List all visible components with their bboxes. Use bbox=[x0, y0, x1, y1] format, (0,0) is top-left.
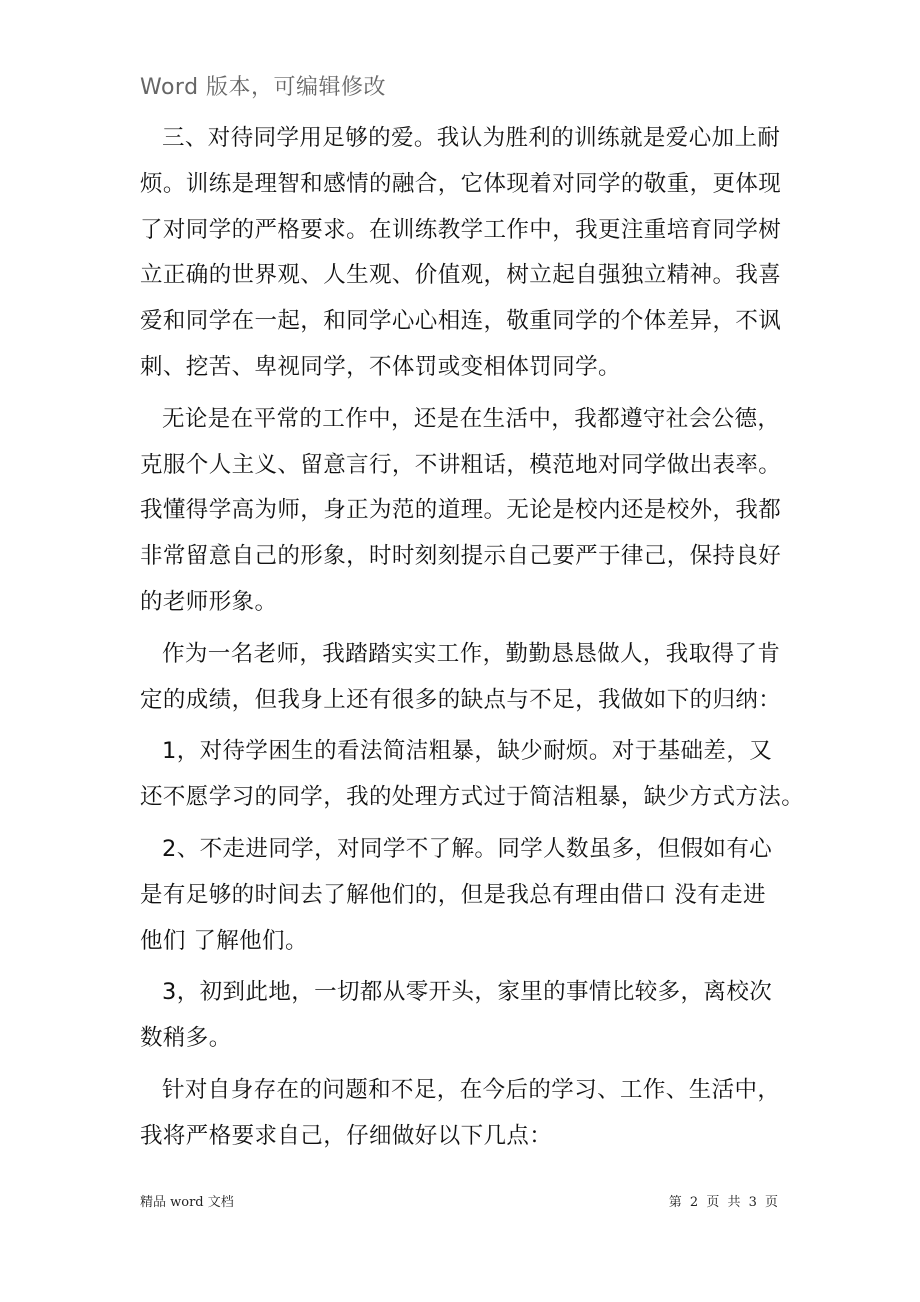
text-line: 我将严格要求自己，仔细做好以下几点： bbox=[140, 1122, 553, 1149]
text-line: 数稍多。 bbox=[140, 1025, 232, 1052]
text-line: 他们 了解他们。 bbox=[140, 927, 308, 954]
text-line: 我懂得学高为师，身正为范的道理。无论是校内还是校外，我都 bbox=[140, 497, 782, 524]
text-line: 定的成绩，但我身上还有很多的缺点与不足，我做如下的归纳： bbox=[140, 686, 782, 713]
paragraph-7 bbox=[140, 1068, 790, 1160]
text-line: 克服个人主义、留意言行，不讲粗话，模范地对同学做出表率。 bbox=[140, 451, 782, 478]
text-line: 非常留意自己的形象，时时刻刻提示自己要严于律己，保持良好 bbox=[140, 543, 782, 570]
footer-doc-label: 精品 word 文档 bbox=[140, 1195, 234, 1210]
text-line: 爱和同学在一起，和同学心心相连，敬重同学的个体差异，不讽 bbox=[140, 308, 782, 335]
text-line: 三、对待同学用足够的爱。我认为胜利的训练就是爱心加上耐 bbox=[162, 125, 781, 151]
text-line: 针对自身存在的问题和不足，在今后的学习、工作、生活中， bbox=[162, 1076, 781, 1103]
paragraph-1 bbox=[140, 116, 790, 391]
text-line: 的老师形象。 bbox=[140, 588, 278, 615]
page-header: Word 版本，可编辑修改 bbox=[140, 75, 387, 100]
document-body bbox=[140, 116, 805, 1160]
text-line: 立正确的世界观、人生观、价值观，树立起自强独立精神。我喜 bbox=[140, 262, 782, 289]
text-line: 1，对待学困生的看法简洁粗暴，缺少耐烦。对于基础差，又 bbox=[162, 738, 773, 765]
paragraph-3 bbox=[140, 632, 790, 724]
paragraph-4 bbox=[140, 729, 805, 821]
text-line: 烦。训练是理智和感情的融合，它体现着对同学的敬重，更体现 bbox=[140, 170, 782, 197]
paragraph-5 bbox=[140, 827, 790, 964]
text-line: 还不愿学习的同学，我的处理方式过于简洁粗暴，缺少方式方法。 bbox=[140, 784, 805, 811]
paragraph-6 bbox=[140, 970, 790, 1062]
footer-page-number: 第 2 页 共 3 页 bbox=[668, 1195, 780, 1210]
text-line: 3，初到此地，一切都从零开头，家里的事情比较多，离校次 bbox=[162, 979, 773, 1006]
text-line: 了对同学的严格要求。在训练教学工作中，我更注重培育同学树 bbox=[140, 216, 782, 243]
paragraph-2 bbox=[140, 397, 790, 626]
text-line: 刺、挖苦、卑视同学，不体罚或变相体罚同学。 bbox=[140, 353, 621, 380]
text-line: 作为一名老师，我踏踏实实工作，勤勤恳恳做人，我取得了肯 bbox=[162, 640, 781, 667]
text-line: 2、不走进同学，对同学不了解。同学人数虽多，但假如有心 bbox=[162, 835, 773, 862]
text-line: 无论是在平常的工作中，还是在生活中，我都遵守社会公德， bbox=[162, 405, 781, 432]
text-line: 是有足够的时间去了解他们的，但是我总有理由借口 没有走进 bbox=[140, 881, 766, 908]
